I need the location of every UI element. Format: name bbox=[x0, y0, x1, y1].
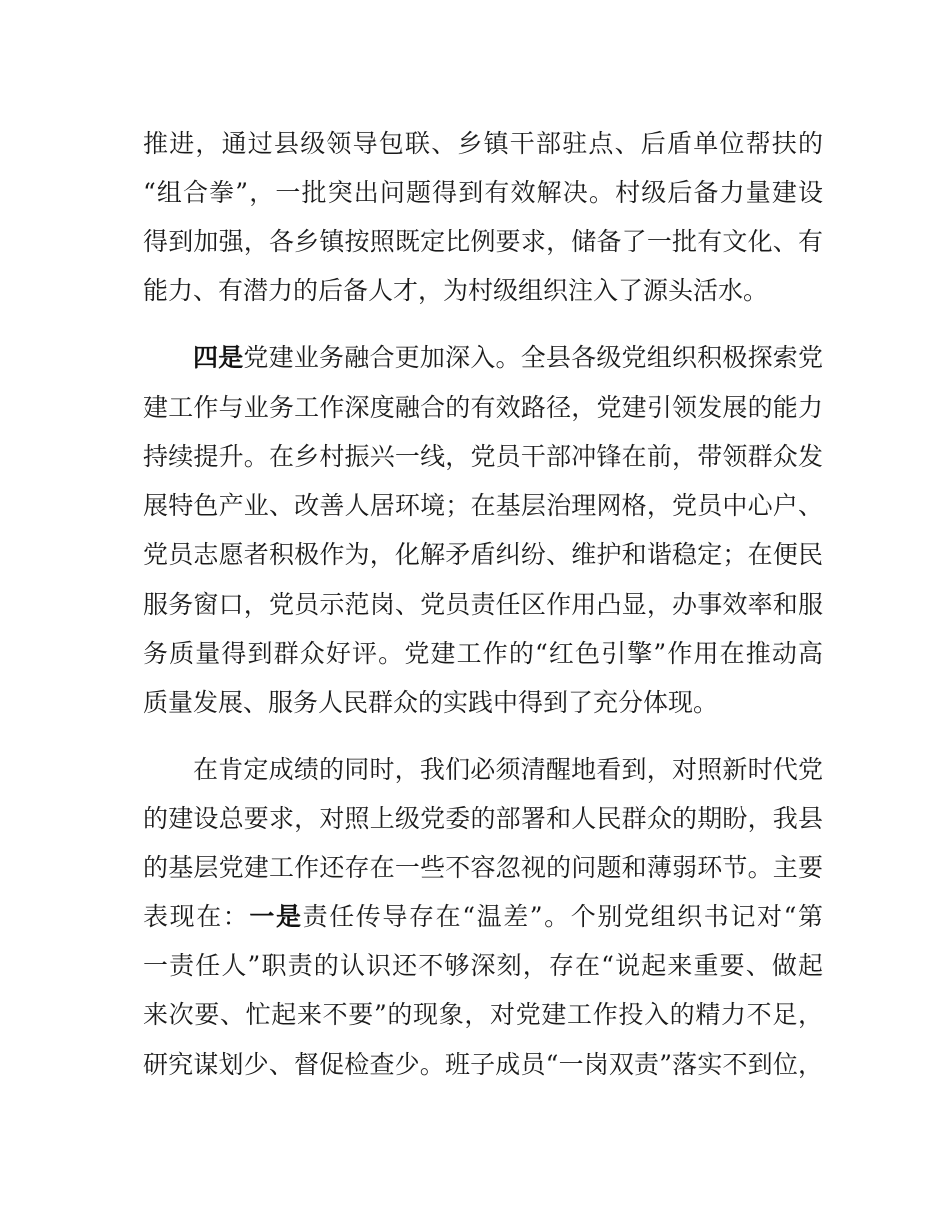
paragraph-3-line-3: 的基层党建工作还存在一些不容忽视的问题和薄弱环节。主要 bbox=[143, 853, 823, 882]
paragraph-2-line-8: 质量发展、服务人民群众的实践中得到了充分体现。 bbox=[143, 688, 719, 717]
paragraph-2-lead-rest: 党建业务融合更加深入。全县各级党组织积极探索党 bbox=[243, 343, 823, 372]
paragraph-3-mixed-bold: 一是 bbox=[249, 902, 303, 931]
paragraph-1-line-1: 推进，通过县级领导包联、乡镇干部驻点、后盾单位帮扶的 bbox=[143, 129, 823, 158]
paragraph-2-line-3: 持续提升。在乡村振兴一线，党员干部冲锋在前，带领群众发 bbox=[143, 442, 823, 471]
paragraph-3-line-2: 的建设总要求，对照上级党委的部署和人民群众的期盼，我县 bbox=[143, 804, 823, 833]
paragraph-3-line-5: 一责任人”职责的认识还不够深刻，存在“说起来重要、做起 bbox=[143, 951, 823, 980]
paragraph-2-line-6: 服务窗口，党员示范岗、党员责任区作用凸显，办事效率和服 bbox=[143, 590, 823, 619]
paragraph-2-line-7: 务质量得到群众好评。党建工作的“红色引擎”作用在推动高 bbox=[143, 639, 823, 668]
paragraph-3-line-6: 来次要、忙起来不要”的现象，对党建工作投入的精力不足， bbox=[143, 1000, 823, 1029]
paragraph-2-line-4: 展特色产业、改善人居环境；在基层治理网格，党员中心户、 bbox=[143, 491, 823, 520]
paragraph-3-line-4 bbox=[143, 897, 823, 937]
paragraph-2-line-2: 建工作与业务工作深度融合的有效路径，党建引领发展的能力 bbox=[143, 393, 823, 422]
paragraph-2-line-1 bbox=[193, 338, 823, 378]
paragraph-1-line-3: 得到加强，各乡镇按照既定比例要求，储备了一批有文化、有 bbox=[143, 227, 823, 256]
paragraph-3-line-1: 在肯定成绩的同时，我们必须清醒地看到，对照新时代党 bbox=[193, 755, 823, 784]
paragraph-2-line-5: 党员志愿者积极作为，化解矛盾纠纷、维护和谐稳定；在便民 bbox=[143, 540, 823, 569]
paragraph-1-line-2: “组合拳”，一批突出问题得到有效解决。村级后备力量建设 bbox=[143, 178, 823, 207]
paragraph-3-line-7: 研究谋划少、督促检查少。班子成员“一岗双责”落实不到位， bbox=[143, 1050, 823, 1079]
paragraph-2-lead-bold: 四是 bbox=[193, 343, 244, 372]
paragraph-1-line-4: 能力、有潜力的后备人才，为村级组织注入了源头活水。 bbox=[143, 276, 769, 305]
paragraph-3-mixed-prefix: 表现在： bbox=[143, 902, 250, 931]
paragraph-3-mixed-rest: 责任传导存在“温差”。个别党组织书记对“第 bbox=[302, 902, 823, 931]
